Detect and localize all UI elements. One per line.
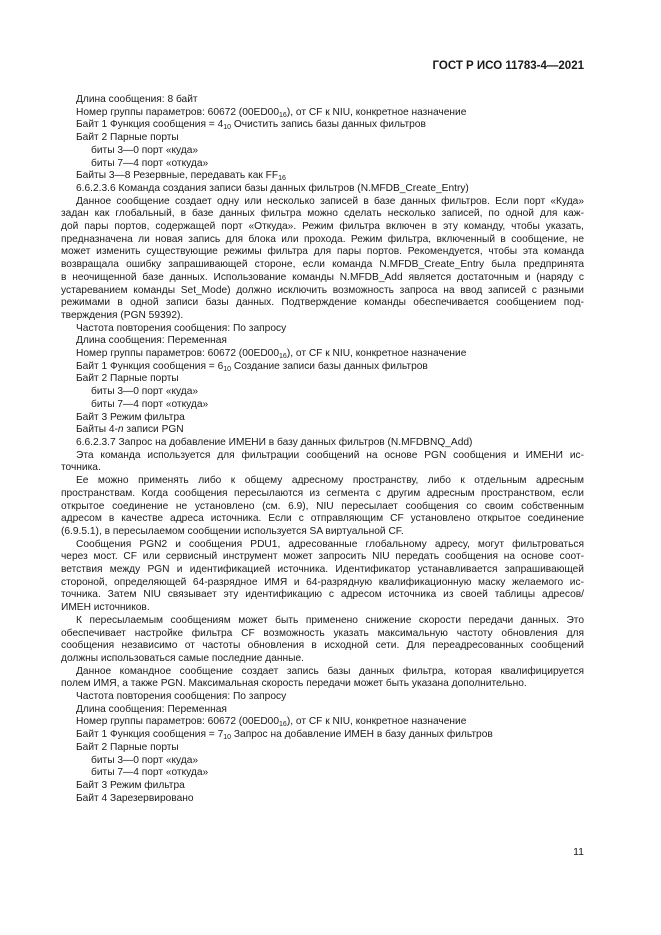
bits-74-line: биты 7—4 порт «откуда» <box>91 157 209 169</box>
msg-length-line: Длина сообщения: Переменная <box>76 703 227 715</box>
byte1-line: Байт 1 Функция сообщения = $4_{10}$ Очистить запись базы данных фильтров <box>76 119 426 132</box>
section-heading-6-6-2-3-7: 6.6.2.3.7 Запрос на добавление ИМЕНИ в базу данных фильтров (N.MFDBNQ_Add) <box>76 436 473 448</box>
bytes-4-n-line: Байты 4-n записи PGN <box>76 424 184 436</box>
byte2-line: Байт 2 Парные порты <box>76 741 179 753</box>
byte2-line: Байт 2 Парные порты <box>76 132 179 144</box>
byte2-line: Байт 2 Парные порты <box>76 373 179 385</box>
msg-length-line: Длина сообщения: 8 байт <box>76 94 198 105</box>
bits-30-line: биты 3—0 порт «куда» <box>91 144 199 156</box>
rep-rate-line: Частота повторения сообщения: По запросу <box>76 691 287 703</box>
paragraph-pdu-filtering: Сообщения PGN2 и сообщения PDU1, адресованные глобальному адресу, могут фильтроваться через мост. CF или сервисный инструмент может запросить NIU передать сообщения на основе соот- ветствия между PGN и идентификацией источника. Идентификатор устанавливается запрашивающей стороной, определяющей 64-разрядное ИМЯ и 64-разрядную квалификационную маску желаемого ис- точника. Затем NIU связывает эту идентификацию с адресом источника из своей таблицы адресов/ ИМЕН источников. <box>61 538 584 614</box>
pgn-line: Номер группы параметров: 60672 $(00ED00_{16})$, от CF к NIU, конкретное назначение <box>76 348 467 361</box>
paragraph-create-entry: Данное сообщение создает одну или несколько записей в базе данных фильтров. Если порт «Куда» задан как глобальный, в базе данных фильтра можно сделать несколько записей, по одной для каж- дой пары портов, содержащей порт «Откуда». Режим фильтра включен в эту команду, чтобы указать, предназначена ли новая запись для блока или прохода. Режим фильтра, включенный в сообщение, не может изменить существующие режимы фильтра для пары портов. Рекомендуется, чтобы эта команда возвращала ошибку запрашивающей стороне, если команда N.MFDB_Create_Entry была предпринята в неочищенной базе данных. Использование команды N.MFDB_Add является достаточным и (наряду с устареванием команды Set_Mode) должно исключить возможность запроса на ввод записей с разными режимами в одной записи базы данных. Подтверждение команды обеспечивается сообщением под- тверждения (PGN 59392). <box>61 195 584 321</box>
pgn-line: Номер группы параметров: 60672 $(00ED00_{16})$, от CF к NIU, конкретное назначение <box>76 716 467 729</box>
rep-rate-line: Частота повторения сообщения: По запросу <box>76 322 287 334</box>
page-number: 11 <box>573 846 584 858</box>
section-heading-6-6-2-3-6: 6.6.2.3.6 Команда создания записи базы данных фильтров (N.MFDB_Create_Entry) <box>76 182 469 194</box>
bits-74-line: биты 7—4 порт «откуда» <box>91 398 209 410</box>
bits-30-line: биты 3—0 порт «куда» <box>91 386 199 398</box>
byte4-line: Байт 4 Зарезервировано <box>76 792 194 804</box>
document-body <box>61 94 584 805</box>
bits-30-line: биты 3—0 порт «куда» <box>91 754 199 766</box>
byte3-line: Байт 3 Режим фильтра <box>76 411 185 423</box>
msg-length-line: Длина сообщения: Переменная <box>76 335 227 347</box>
bits-74-line: биты 7—4 порт «откуда» <box>91 767 209 779</box>
byte1-line: Байт 1 Функция сообщения = $6_{10}$ Создание записи базы данных фильтров <box>76 360 428 373</box>
document-standard-header: ГОСТ Р ИСО 11783-4—2021 <box>432 60 584 72</box>
byte3-line: Байт 3 Режим фильтра <box>76 779 185 791</box>
paragraph-command-description: Данное командное сообщение создает запись базы данных фильтра, которая квалифицируется полем ИМЯ, а также PGN. Максимальная скорость передачи может быть указана дополнительно. <box>61 665 584 690</box>
pgn-line: Номер группы параметров: 60672 $(00ED00_{16})$, от CF к NIU, конкретное назначение <box>76 106 467 119</box>
paragraph-rate-reduction: К пересылаемым сообщениям может быть применено снижение скорости передачи данных. Это обеспечивает настройке фильтра CF возможность указать максимальную частоту обновления для сообщения независимо от частоты обновления в исходной сети. Для переадресованных сообщений должны использоваться самые последние данные. <box>61 614 584 664</box>
paragraph-address-spaces: Ее можно применять либо к общему адресному пространству, либо к отдельным адресным пространствам. Когда сообщения пересылаются из сегмента с другим адресным пространством, если открытое соединение не установлено (см. 6.9), NIU пересылает сообщения со своим собственным адресом в качестве адреса источника. Если с отправляющим CF установлено открытое соединение (6.9.5.1), в пересылаемом сообщении используется SA виртуальной CF. <box>61 475 584 537</box>
bytes-3-8-line: Байты 3—8 Резервные, передавать как $FF_{16}$ <box>76 170 286 183</box>
byte1-line: Байт 1 Функция сообщения = $7_{10}$ Запрос на добавление ИМЕН в базу данных фильтров <box>76 729 493 742</box>
paragraph-name-filter-intro: Эта команда используется для фильтрации сообщений на основе PGN сообщения и ИМЕНИ ис- точника. <box>61 449 584 474</box>
